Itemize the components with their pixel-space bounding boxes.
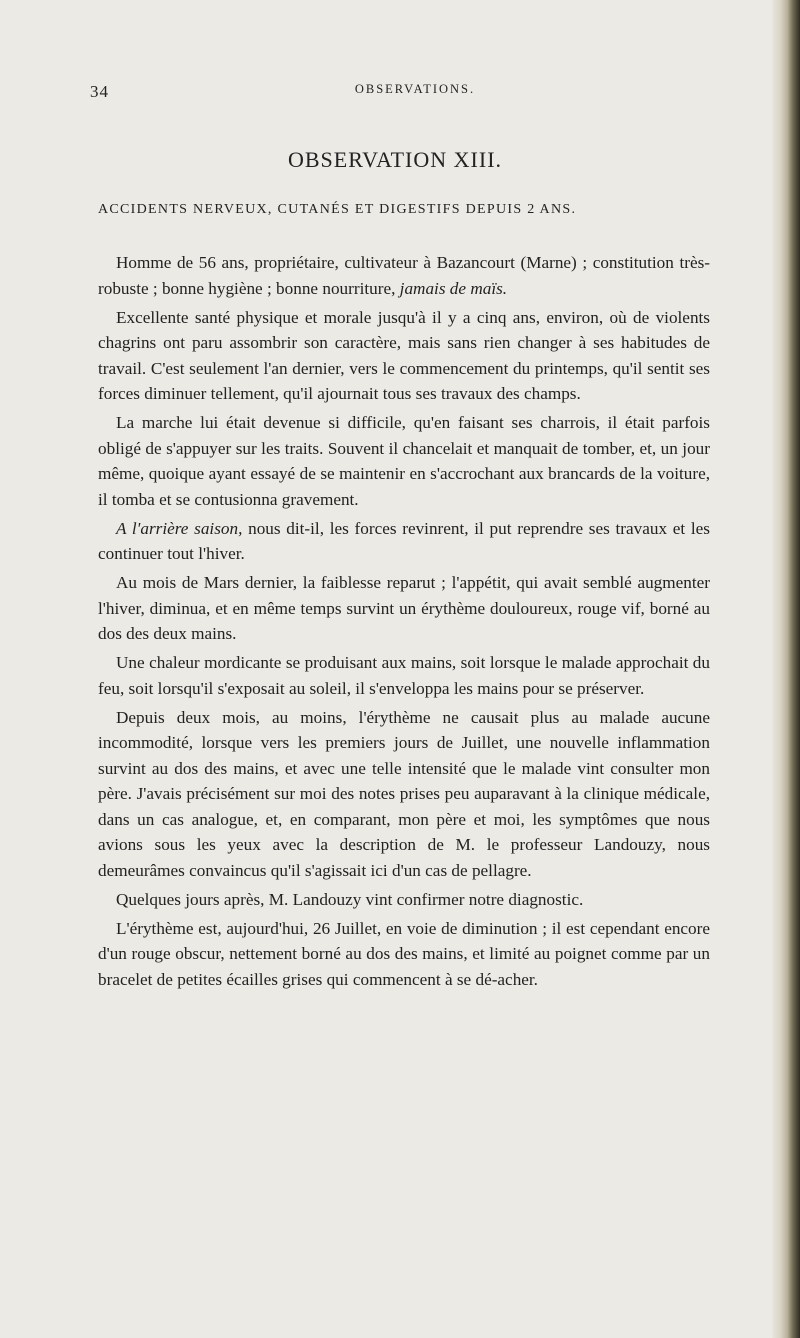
paragraph-5: Au mois de Mars dernier, la faiblesse reparut ; l'appétit, qui avait semblé augmenter l'hiver, diminua, et en même temps survint un érythème douloureux, rouge vif, borné au dos des deux mains. — [98, 573, 710, 643]
paragraph-4-text: nous dit-il, les forces revinrent, il put reprendre ses travaux et les continuer tout l'hiver. — [98, 518, 710, 563]
body-text — [98, 250, 710, 996]
paragraph-1-text: Homme de 56 ans, propriétaire, cultivateur à Bazancourt (Marne) ; constitution très-robuste ; bonne hygiène ; bonne nourriture, — [98, 253, 710, 298]
paragraph-1-italic: jamais de maïs. — [399, 278, 508, 298]
page-number: 34 — [90, 82, 109, 101]
paragraph-4 — [98, 516, 710, 567]
running-header — [90, 82, 740, 102]
paragraph-4-italic: A l'arrière saison, — [116, 518, 243, 538]
paragraph-8: Quelques jours après, M. Landouzy vint confirmer notre diagnostic. — [116, 889, 584, 909]
page-edge-shadow — [772, 0, 800, 1338]
paragraph-6: Une chaleur mordicante se produisant aux mains, soit lorsque le malade approchait du feu, soit lorsqu'il s'exposait au soleil, il s'enveloppa les mains pour se préserver. — [98, 653, 710, 698]
running-title: OBSERVATIONS. — [354, 82, 476, 96]
paragraph-3: La marche lui était devenue si difficile, qu'en faisant ses charrois, il était parfois obligé de s'appuyer sur les traits. Souvent il chancelait et manquait de tomber, et, un jour même, quoique ayant essayé de se maintenir en s'accrochant aux brancards de la voiture, il tomba et se contusionna gravement. — [98, 413, 710, 509]
observation-subtitle: ACCIDENTS NERVEUX, CUTANÉS ET DIGESTIFS DEPUIS 2 ANS. — [98, 202, 577, 217]
paragraph-2: Excellente santé physique et morale jusqu'à il y a cinq ans, environ, où de violents chagrins ont paru assombrir son caractère, mais sans rien changer à ses habitudes de travail. C'est seulement l'an dernier, vers le commencement du printemps, qu'il sentit ses forces diminuer tellement, qu'il ajournait tous ses travaux des champs. — [98, 307, 710, 403]
paragraph-7: Depuis deux mois, au moins, l'érythème ne causait plus au malade aucune incommodité, lorsque vers les premiers jours de Juillet, une nouvelle inflammation survint au dos des mains, et avec une telle intensité que le malade vint consulter mon père. J'avais précisément sur moi des notes prises peu auparavant à la clinique médicale, dans un cas analogue, et, en comparant, mon père et moi, les symptômes que nous avions sous les yeux avec la description de M. le professeur Landouzy, nous demeurâmes convaincus qu'il s'agissait ici d'un cas de pellagre. — [98, 707, 710, 880]
paragraph-9: L'érythème est, aujourd'hui, 26 Juillet, en voie de diminution ; il est cependant encore d'un rouge obscur, nettement borné au dos des mains, et limité au poignet comme par un bracelet de petites écailles grises qui commencent à se dé-acher. — [98, 918, 710, 989]
observation-title: OBSERVATION XIII. — [287, 147, 503, 172]
paragraph-1 — [98, 250, 710, 301]
